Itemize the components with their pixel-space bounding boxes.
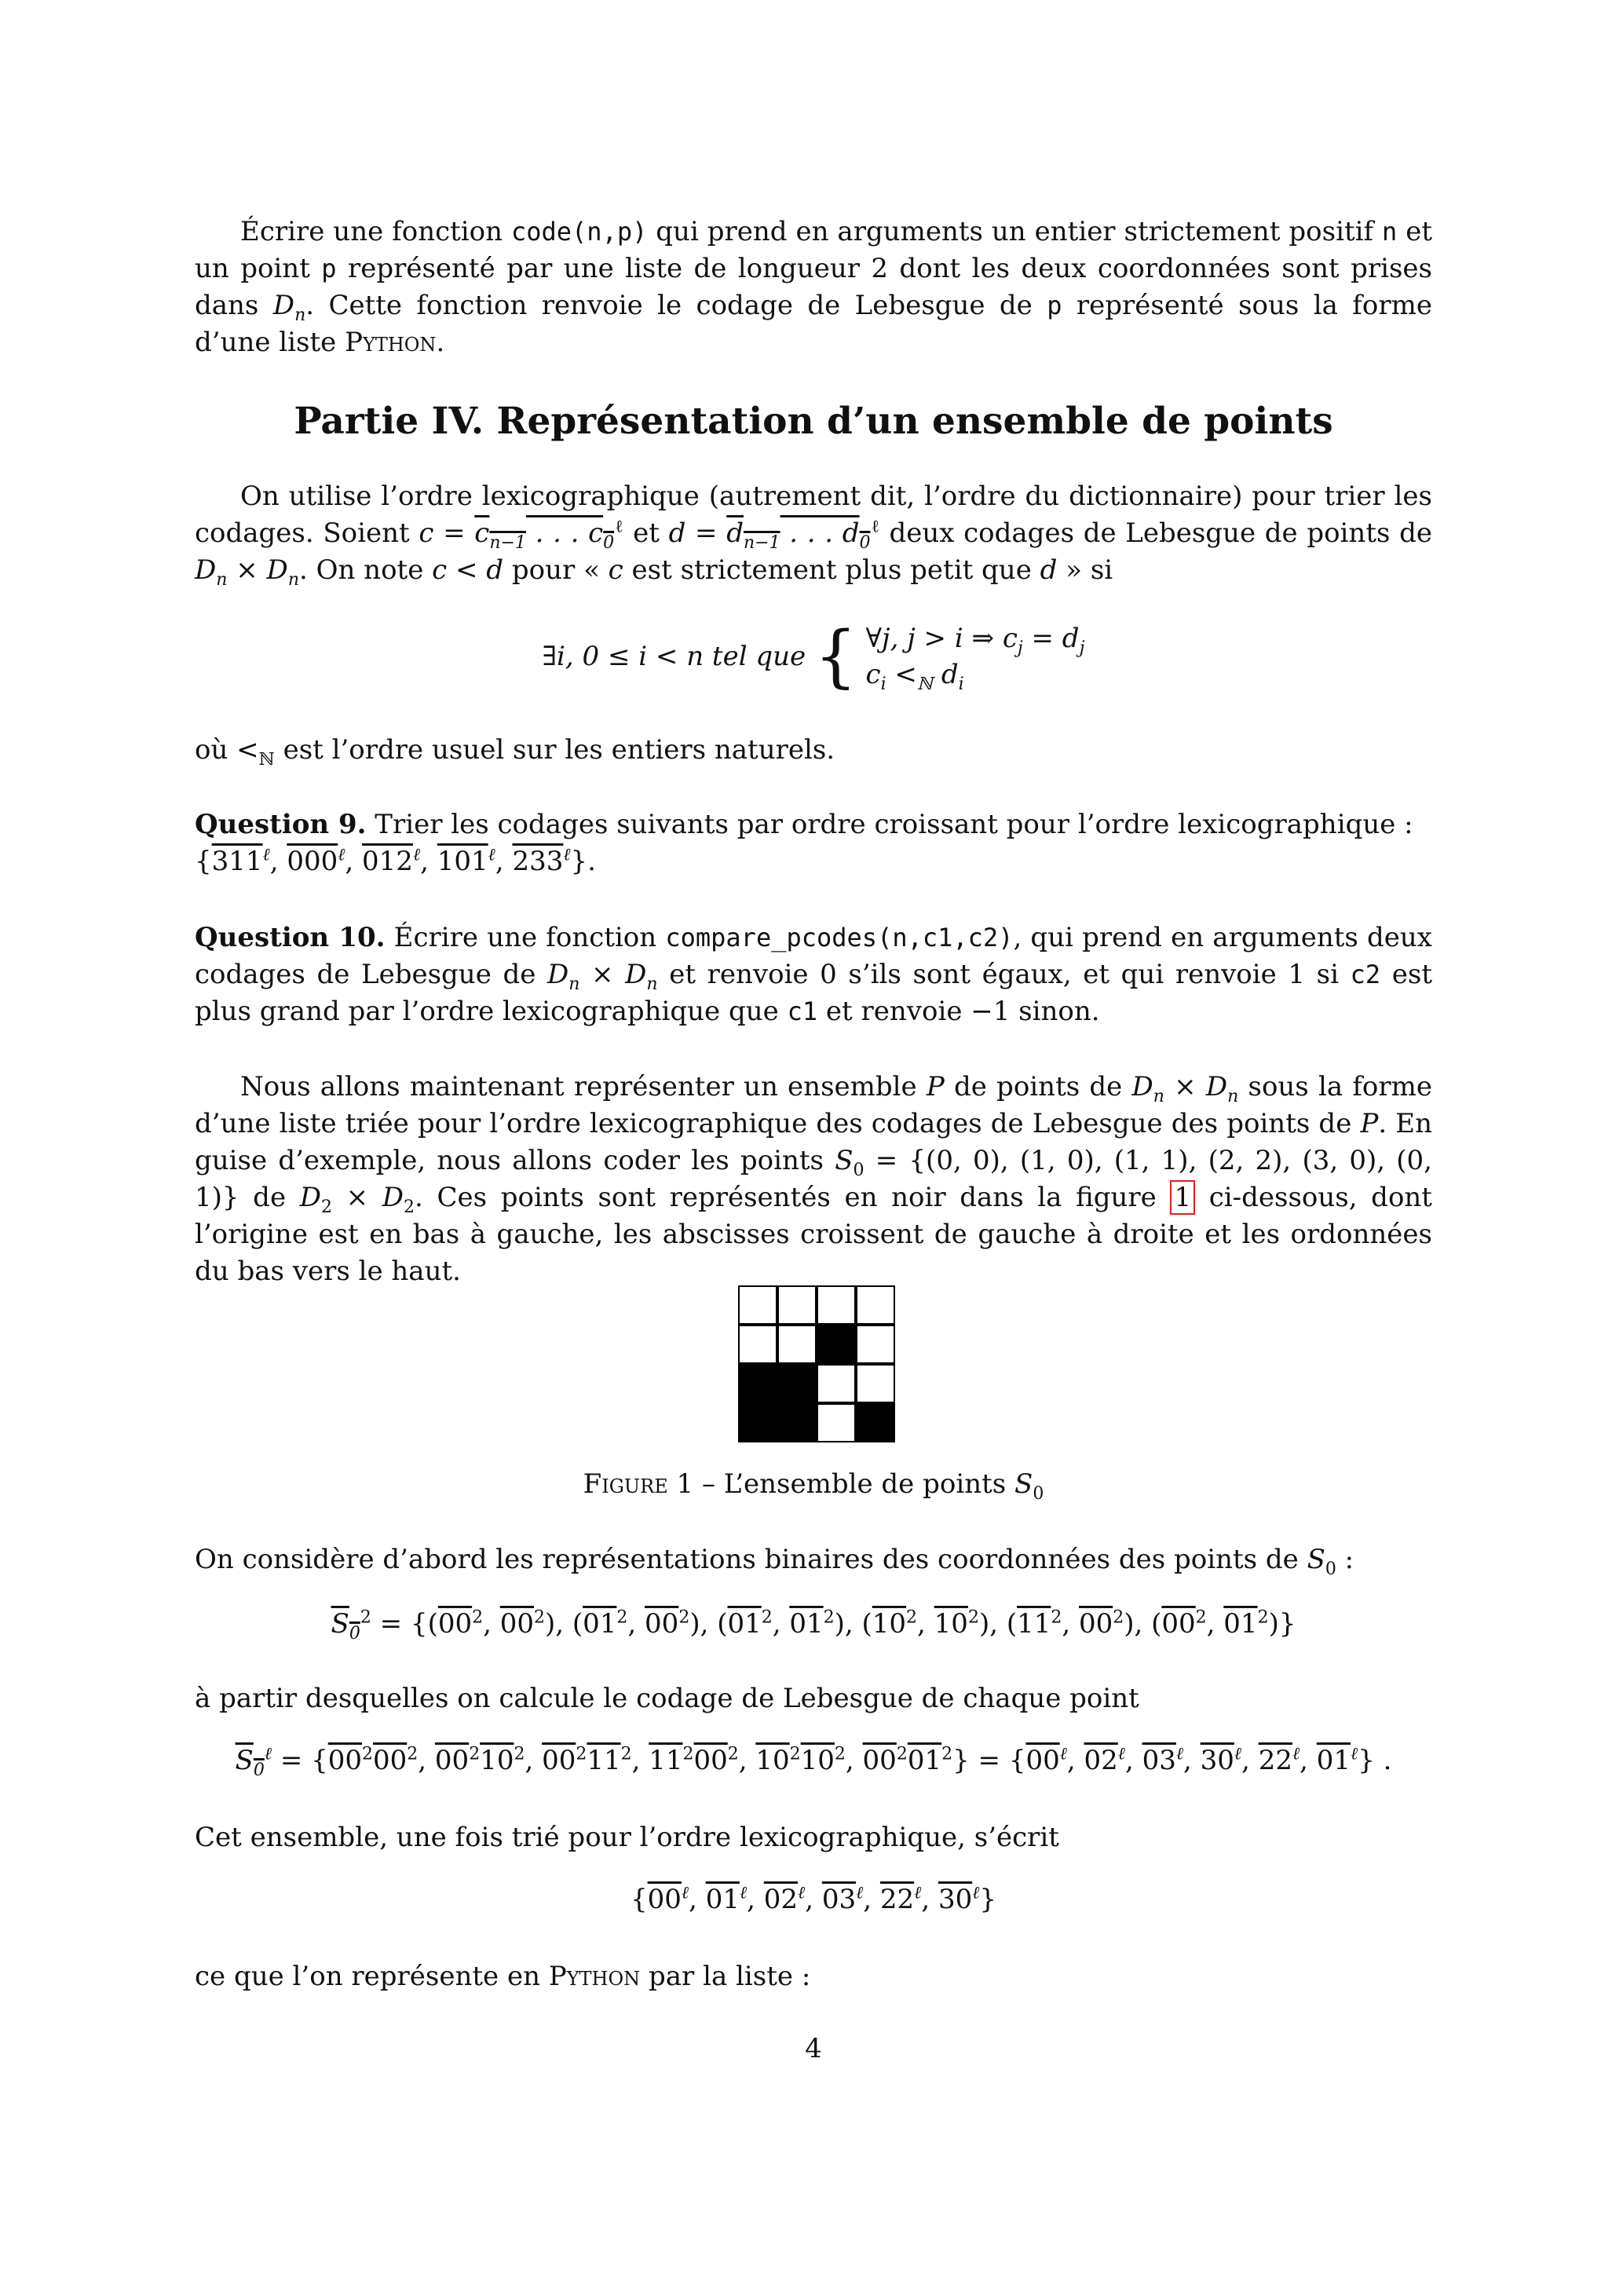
math: , <box>689 1884 706 1915</box>
math-sub: n <box>287 569 299 590</box>
question-label: Question 10. <box>195 922 386 953</box>
math: S <box>835 1145 854 1176</box>
code-overline: 01 <box>705 1884 740 1915</box>
code-overline: 01 <box>1316 1745 1351 1776</box>
page-number: 4 <box>805 2033 822 2064</box>
math: d <box>1040 554 1058 586</box>
python-name: Python <box>548 1961 641 1992</box>
math-sup: ℓ <box>914 1883 922 1903</box>
code-overline: 10 <box>872 1608 907 1640</box>
math: c <box>474 517 490 549</box>
ensemble-paragraph <box>195 1069 1432 1290</box>
math-sub: n <box>1153 1086 1164 1106</box>
math-sub: n−1 <box>743 532 780 553</box>
math-sub: n <box>568 974 580 994</box>
math-sup: 2 <box>761 1607 773 1628</box>
math: ) <box>1268 1608 1279 1640</box>
text: est plus grand par l’ordre lexicographique que <box>195 959 1432 1027</box>
S0-overline <box>331 1608 360 1643</box>
math-sub: ℕ <box>916 674 934 694</box>
math: S <box>331 1608 349 1640</box>
order-formula <box>195 617 1432 696</box>
code-overline: 00 <box>373 1745 408 1776</box>
text: On utilise l’ordre lexicographique (autrement dit, l’ordre du dictionnaire) pour trier les codages. Soient <box>195 481 1432 549</box>
math: , <box>631 1745 649 1776</box>
sorted-formula <box>195 1884 1432 1915</box>
text: Nous allons maintenant représenter un ensemble <box>240 1071 927 1102</box>
system-line-2 <box>865 659 964 694</box>
text: de points de <box>944 1071 1132 1102</box>
math-sup: 2 <box>896 1744 908 1764</box>
code-overline: 00 <box>862 1745 897 1776</box>
math-D: D <box>1205 1071 1228 1102</box>
code-c-overline <box>474 517 615 553</box>
math-sup: ℓ <box>972 1883 980 1903</box>
caption-label: Figure 1 <box>583 1468 694 1500</box>
math-sup: 2 <box>576 1744 587 1764</box>
text: où < <box>195 734 259 766</box>
math-sub: ℕ <box>258 749 275 770</box>
text: qui prend en arguments un entier strictement positif <box>647 216 1383 247</box>
math: S <box>1014 1468 1033 1500</box>
code-c1: c1 <box>787 996 818 1026</box>
math: ∀j, j > i ⇒ c <box>865 623 1018 654</box>
math-sub: 2 <box>404 1197 415 1217</box>
formula-left: ∃i, 0 ≤ i < n tel que <box>542 641 806 672</box>
text: sous la forme d’une liste triée pour l’ordre lexicographique des codages de Lebesgue des points de <box>195 1071 1432 1139</box>
math-sub: i <box>880 674 886 694</box>
math-sup: ℓ <box>563 845 571 865</box>
math-sub: 0 <box>859 532 871 553</box>
figure-caption <box>195 1468 1432 1504</box>
math-D: D <box>382 1182 404 1213</box>
math-sup: 2 <box>1195 1607 1207 1628</box>
math-sub: j <box>1017 638 1023 658</box>
code-overline: 01 <box>907 1745 942 1776</box>
order-note <box>195 732 1432 769</box>
math: , <box>418 1745 435 1776</box>
math-sup: 2 <box>620 1744 632 1764</box>
text: . On note <box>298 554 433 586</box>
math: × <box>227 554 267 586</box>
math-sup: ℓ <box>1351 1744 1358 1764</box>
tri-intro <box>195 1819 1432 1856</box>
code-overline: 11 <box>1017 1608 1051 1640</box>
math-sub: 0 <box>349 1623 360 1643</box>
code-overline: 10 <box>755 1745 790 1776</box>
math-D: D <box>625 959 647 990</box>
math-sub: i <box>958 674 964 694</box>
math-D: D <box>266 554 288 586</box>
math: } . <box>1358 1745 1392 1776</box>
math-sup: ℓ <box>1175 1744 1184 1764</box>
grid-cell-empty <box>777 1285 817 1325</box>
order-paragraph <box>195 478 1432 589</box>
code-overline: 03 <box>1142 1745 1176 1776</box>
math-sup: 2 <box>469 1744 481 1764</box>
code-overline: 01 <box>1223 1608 1258 1640</box>
code-overline: 01 <box>727 1608 762 1640</box>
question-10 <box>195 919 1432 1030</box>
grid-cell-filled <box>738 1403 777 1442</box>
math: , <box>805 1884 822 1915</box>
math: ), <box>834 1608 862 1640</box>
math-sup: ℓ <box>1117 1744 1125 1764</box>
code-item: 311 <box>211 846 263 877</box>
math-sub: n <box>1227 1086 1239 1106</box>
code-overline: 10 <box>800 1745 835 1776</box>
grid-cell-empty <box>817 1364 856 1403</box>
math-set: = {(0, 0), (1, 0), (1, 1), (2, 2), (3, 0), (0, 1)} <box>195 1145 1432 1213</box>
math: , <box>738 1745 756 1776</box>
text: . Cette fonction renvoie le codage de Lebesgue de <box>305 290 1047 321</box>
math: ( <box>717 1608 728 1640</box>
math: . . . c <box>525 517 604 549</box>
math: S <box>1307 1544 1325 1575</box>
text: et <box>623 517 669 549</box>
code-overline: 00 <box>434 1745 470 1776</box>
code-overline: 00 <box>1025 1745 1060 1776</box>
math: ( <box>427 1608 438 1640</box>
text: , qui prend en arguments deux codages de Lebesgue de <box>195 922 1432 990</box>
math-sup: ℓ <box>856 1883 864 1903</box>
math: ( <box>572 1608 583 1640</box>
grid-cell-filled <box>817 1325 856 1364</box>
math-sup: 2 <box>834 1744 846 1764</box>
code-d-overline <box>726 517 871 553</box>
question-9 <box>195 806 1432 880</box>
math-sup: 2 <box>967 1607 979 1628</box>
math-sub: n <box>294 305 306 325</box>
code-overline: 11 <box>649 1745 683 1776</box>
math-sub: n−1 <box>489 532 526 553</box>
math: , <box>525 1745 543 1776</box>
math-sub: 0 <box>1033 1483 1044 1504</box>
math: , <box>921 1884 938 1915</box>
text: est l’ordre usuel sur les entiers naturels. <box>274 734 835 766</box>
math-sub: 0 <box>853 1160 865 1180</box>
python-name: Python <box>345 327 437 358</box>
math-sub: 2 <box>320 1197 332 1217</box>
grid-cell-empty <box>738 1325 777 1364</box>
grid-cell-empty <box>777 1325 817 1364</box>
math: = d <box>1022 623 1080 654</box>
code-overline: 02 <box>1084 1745 1118 1776</box>
math: , <box>917 1608 934 1640</box>
code-item: 233 <box>512 846 564 877</box>
code-c2: c2 <box>1350 960 1381 989</box>
code-overline: 02 <box>763 1884 799 1915</box>
code-overline: 30 <box>1200 1745 1234 1776</box>
math: , <box>1066 1745 1084 1776</box>
text: et renvoie −1 sinon. <box>817 996 1100 1027</box>
math: P <box>1360 1108 1379 1139</box>
question-text: Trier les codages suivants par ordre croissant pour l’ordre lexicographique : <box>375 809 1413 840</box>
text: de <box>239 1182 300 1213</box>
math-sup: ℓ <box>739 1883 748 1903</box>
math: ), <box>1124 1608 1152 1640</box>
math-sup: ℓ <box>798 1883 806 1903</box>
text: . <box>436 327 445 358</box>
code-overline: 22 <box>1258 1745 1292 1776</box>
math-D: D <box>546 959 569 990</box>
figure-1-grid <box>738 1285 895 1442</box>
math: , <box>1124 1745 1142 1776</box>
code-p: p <box>321 254 337 283</box>
code-overline: 00 <box>645 1608 679 1640</box>
grid-cell-empty <box>856 1325 895 1364</box>
code-n: n <box>1382 217 1398 247</box>
math-D: D <box>195 554 217 586</box>
math-sup: ℓ <box>1292 1744 1300 1764</box>
math-sup: 2 <box>789 1744 801 1764</box>
math-sup: 2 <box>678 1607 690 1628</box>
math: c < d <box>432 554 504 586</box>
caption-text: – L’ensemble de points <box>693 1468 1015 1500</box>
text: On considère d’abord les représentations binaires des coordonnées des points de <box>195 1544 1307 1575</box>
math-sup: ℓ <box>412 845 421 865</box>
math: < <box>886 659 917 690</box>
text: et un point <box>195 216 1432 284</box>
math-sup: 2 <box>616 1607 628 1628</box>
binary-intro <box>195 1541 1432 1578</box>
text: Cet ensemble, une fois trié pour l’ordre lexicographique, s’écrit <box>195 1822 1059 1853</box>
math: . . . d <box>780 517 860 549</box>
math-sup: 2 <box>472 1607 484 1628</box>
math-D: D <box>272 290 295 321</box>
math: ( <box>1006 1608 1018 1640</box>
code-overline: 11 <box>587 1745 621 1776</box>
figure-reference-link[interactable]: 1 <box>1170 1180 1195 1215</box>
binary-formula <box>195 1607 1432 1643</box>
math-sup: ℓ <box>1059 1744 1067 1764</box>
section-title: Partie IV. Représentation d’un ensemble de points <box>294 400 1333 443</box>
math-sup: ℓ <box>1234 1744 1242 1764</box>
math-sup: 2 <box>1113 1607 1124 1628</box>
math-sup: 2 <box>906 1607 918 1628</box>
text: deux codages de Lebesgue de points de <box>879 517 1433 549</box>
code-function-name: code(n,p) <box>510 217 648 247</box>
lebesgue-intro <box>195 1680 1432 1717</box>
code-overline: 10 <box>934 1608 968 1640</box>
math-sup: ℓ <box>870 517 880 537</box>
code-item: 101 <box>437 846 488 877</box>
math-sup: 2 <box>534 1607 545 1628</box>
math-sub: 0 <box>1325 1559 1336 1579</box>
math: × <box>1164 1071 1206 1102</box>
text: Écrire une fonction <box>393 922 666 953</box>
math: , <box>1062 1608 1079 1640</box>
code-overline: 10 <box>480 1745 514 1776</box>
intro-paragraph <box>195 214 1432 361</box>
code-overline: 22 <box>879 1884 915 1915</box>
brace-symbol: { <box>814 617 857 696</box>
code-function-name: compare_pcodes(n,c1,c2) <box>665 923 1014 952</box>
question-label: Question 9. <box>195 809 367 840</box>
grid-cell-filled <box>777 1403 817 1442</box>
text: Écrire une fonction <box>240 216 511 247</box>
math: c <box>865 659 881 690</box>
text: représenté par une liste de longueur 2 dont les deux coordonnées sont prises dans <box>195 253 1432 321</box>
S0-overline <box>235 1745 265 1780</box>
math-sup: 2 <box>682 1744 694 1764</box>
math: × <box>579 959 626 990</box>
math-sup: ℓ <box>338 845 345 865</box>
math-sup: 2 <box>1257 1607 1269 1628</box>
math: } <box>979 1884 997 1915</box>
text: ce que l’on représente en <box>195 1961 549 1992</box>
math: , <box>863 1884 880 1915</box>
math: d <box>726 517 744 549</box>
math: ), <box>689 1608 718 1640</box>
math: d <box>933 659 959 690</box>
code-overline: 00 <box>647 1884 682 1915</box>
text: : <box>1336 1544 1354 1575</box>
math: ( <box>861 1608 872 1640</box>
text: . Ces points sont représentés en noir dans la figure <box>415 1182 1171 1213</box>
text: ci-dessous, dont l’origine est en bas à gauche, les abscisses croissent de gauche à droite et les ordonnées du bas vers le haut. <box>195 1182 1432 1287</box>
math: { <box>630 1884 648 1915</box>
text: à partir desquelles on calcule le codage de Lebesgue de chaque point <box>195 1683 1139 1714</box>
math-sup: 2 <box>727 1744 739 1764</box>
grid-cell-empty <box>856 1285 895 1325</box>
code-overline: 00 <box>1078 1608 1113 1640</box>
text: et renvoie 0 s’ils sont égaux, et qui renvoie 1 si <box>657 959 1351 990</box>
code-item: 000 <box>287 846 338 877</box>
code-item: 012 <box>362 846 413 877</box>
math: , <box>747 1884 764 1915</box>
text: est strictement plus petit que <box>623 554 1040 586</box>
text: » si <box>1057 554 1113 586</box>
text: par la liste : <box>640 1961 811 1992</box>
math: , <box>1299 1745 1317 1776</box>
math: ), <box>978 1608 1007 1640</box>
system-line-1 <box>865 623 1085 658</box>
code-overline: 00 <box>327 1745 363 1776</box>
math: , <box>1241 1745 1259 1776</box>
math: = { <box>371 1608 428 1640</box>
code-overline: 00 <box>1161 1608 1196 1640</box>
math-sub: 0 <box>253 1760 265 1780</box>
text: . En guise d’exemple, nous allons coder les points <box>195 1108 1432 1176</box>
math: = { <box>272 1745 328 1776</box>
formula-system <box>866 620 1085 693</box>
math-sup: 2 <box>823 1607 835 1628</box>
grid-cell-empty <box>856 1364 895 1403</box>
final-line <box>195 1958 1432 1995</box>
code-overline: 01 <box>583 1608 617 1640</box>
q9-codes: {$311^\ell$, $000^\ell$, $012^\ell$, $101^\ell$, $233^\ell$}. <box>195 845 596 877</box>
math-sub: n <box>646 974 658 994</box>
math: ), <box>545 1608 572 1640</box>
math-sub: 0 <box>603 532 615 553</box>
code-overline: 00 <box>499 1608 534 1640</box>
math: , <box>845 1745 863 1776</box>
code-overline: 03 <box>821 1884 857 1915</box>
math-sup: 2 <box>1051 1607 1062 1628</box>
code-overline: 30 <box>938 1884 973 1915</box>
math-sup: 2 <box>514 1744 525 1764</box>
math: , <box>1206 1608 1224 1640</box>
grid-cell-empty <box>817 1285 856 1325</box>
code-overline: 01 <box>789 1608 824 1640</box>
math: c <box>608 554 623 586</box>
code-p: p <box>1047 291 1062 320</box>
code-overline: 00 <box>693 1745 728 1776</box>
math-D: D <box>299 1182 321 1213</box>
math: S <box>235 1745 254 1776</box>
math: , <box>1183 1745 1201 1776</box>
math-sup: 2 <box>360 1607 371 1628</box>
math: , <box>627 1608 645 1640</box>
math-sup: 2 <box>362 1744 374 1764</box>
math-sup: ℓ <box>262 845 270 865</box>
math-sup: 2 <box>941 1744 953 1764</box>
math-sub: n <box>216 569 228 590</box>
math-sup: ℓ <box>264 1744 272 1764</box>
grid-cell-empty <box>817 1403 856 1442</box>
math: ( <box>1151 1608 1162 1640</box>
grid-cell-filled <box>856 1403 895 1442</box>
math: d = <box>668 517 727 549</box>
math: , <box>483 1608 500 1640</box>
grid-cell-filled <box>738 1364 777 1403</box>
grid-cell-filled <box>777 1364 817 1403</box>
math: } = { <box>952 1745 1026 1776</box>
math-D: D <box>1131 1071 1153 1102</box>
math-sup: 2 <box>407 1744 419 1764</box>
math: P <box>926 1071 945 1102</box>
text: pour « <box>503 554 609 586</box>
math: , <box>772 1608 790 1640</box>
math-sup: ℓ <box>614 517 624 537</box>
math-sub: j <box>1079 638 1085 658</box>
code-overline: 00 <box>542 1745 576 1776</box>
math: c = <box>419 517 475 549</box>
math-sup: ℓ <box>488 845 495 865</box>
text: représenté sous la forme d’une liste <box>195 290 1432 358</box>
math-sup: ℓ <box>681 1883 689 1903</box>
grid-cell-empty <box>738 1285 777 1325</box>
math: × <box>331 1182 382 1213</box>
code-overline: 00 <box>437 1608 473 1640</box>
lebesgue-formula <box>195 1744 1432 1780</box>
math: } <box>1278 1608 1296 1640</box>
